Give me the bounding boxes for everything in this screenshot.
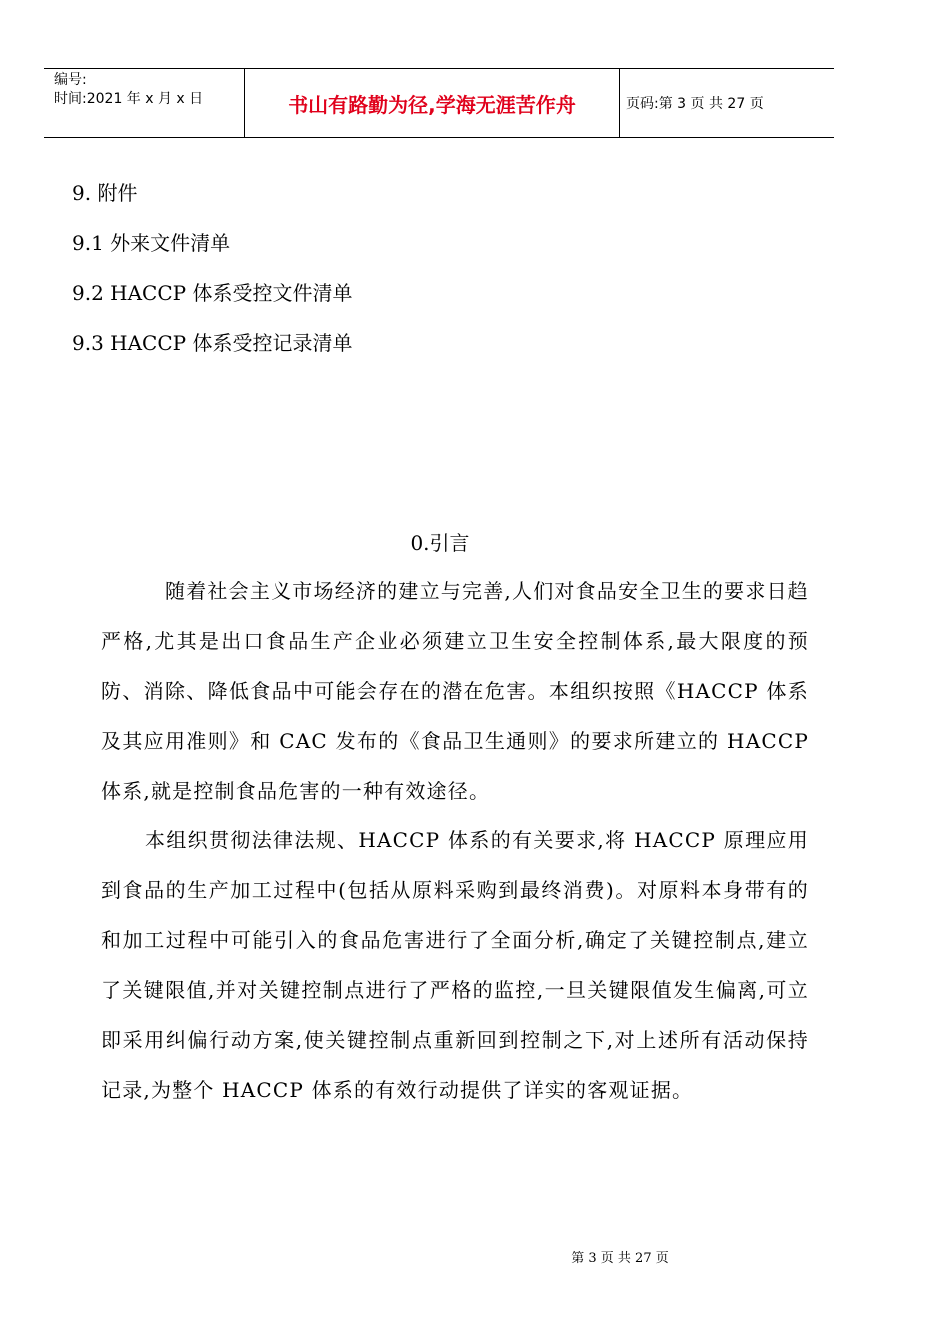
section-title: 0.引言 [410, 531, 470, 555]
toc-item-controlled-records: 9.3 HACCP 体系受控记录清单 [72, 331, 353, 355]
header-motto: 书山有路勤为径,学海无涯苦作舟 [245, 69, 620, 137]
header-page-number: 页码:第 3 页 共 27 页 [626, 96, 764, 112]
toc-item-controlled-docs: 9.2 HACCP 体系受控文件清单 [72, 281, 353, 305]
header-meta [44, 69, 245, 137]
toc-item-appendix: 9. 附件 [72, 181, 138, 205]
intro-paragraph-2: 本组织贯彻法律法规、HACCP 体系的有关要求,将 HACCP 原理应用到食品的生产加工过程中(包括从原料采购到最终消费)。对原料本身带有的和加工过程中可能引入的食品危害进行了全面分析,确定了关键控制点,建立了关键限值,并对关键控制点进行了严格的监控,一旦关键限值发生偏离,可立即采用纠偏行动方案,使关键控制点重新回到控制之下,对上述所有活动保持记录,为整个 HACCP 体系的有效行动提供了详实的客观证据。 [101, 828, 809, 1102]
page-footer: 第 3 页 共 27 页 [571, 1251, 669, 1266]
document-number-label: 编号: [54, 72, 87, 88]
toc-item-external-docs: 9.1 外来文件清单 [72, 231, 231, 255]
page-header [44, 68, 834, 138]
document-time-label: 时间:2021 年 x 月 x 日 [54, 91, 204, 107]
intro-paragraph-1: 随着社会主义市场经济的建立与完善,人们对食品安全卫生的要求日趋严格,尤其是出口食品生产企业必须建立卫生安全控制体系,最大限度的预防、消除、降低食品中可能会存在的潜在危害。本组织按照《HACCP 体系及其应用准则》和 CAC 发布的《食品卫生通则》的要求所建立的 HACCP 体系,就是控制食品危害的一种有效途径。 [101, 579, 809, 803]
